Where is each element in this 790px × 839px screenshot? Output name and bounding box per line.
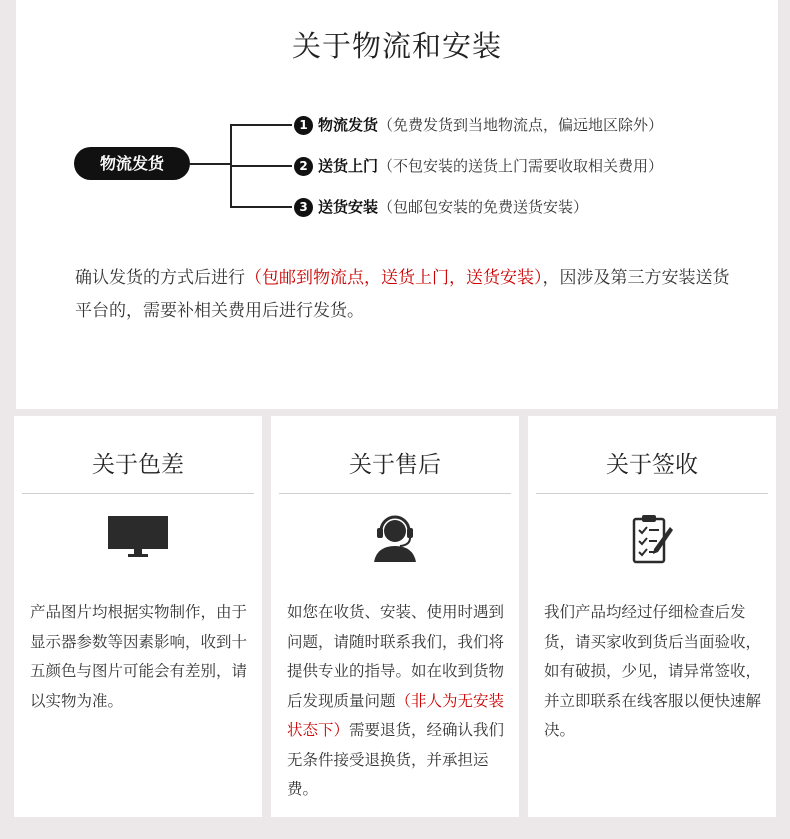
shipping-note	[75, 262, 745, 328]
card-text-part: 如您在收货、安装、使用时遇到问题，请随时联系我们，我们将提供专业的指导。如在收到货物后发现质量问题	[287, 603, 505, 710]
note-text: 确认发货的方式后进行	[75, 268, 245, 288]
card-text-highlight: （非人为无安装状态下）	[287, 691, 505, 739]
card-text: 产品图片均根据实物制作，由于显示器参数等因素影响，收到十五颜色与图片可能会有差别，请以实物为准。	[30, 603, 248, 710]
number-badge: 2	[294, 157, 313, 176]
logistics-section	[16, 0, 778, 409]
option-detail: （包邮包安装的免费送货安装）	[378, 198, 589, 216]
connector-stem	[190, 163, 232, 165]
option-title: 送货上门	[318, 157, 379, 175]
option-2	[294, 155, 663, 177]
option-detail: （免费发货到当地物流点，偏远地区除外）	[378, 116, 664, 134]
clipboard-checklist-icon	[528, 514, 776, 570]
note-highlight: （包邮到物流点，送货上门，送货安装）	[245, 268, 543, 288]
card-title: 关于售后	[349, 452, 441, 478]
divider	[279, 493, 511, 494]
card-text: 我们产品均经过仔细检查后发货，请买家收到货后当面验收，如有破损，少见，请异常签收，并立即联系在线客服以便快速解决。	[544, 603, 762, 739]
option-detail: （不包安装的送货上门需要收取相关费用）	[378, 157, 664, 175]
after-sales-card	[271, 416, 519, 817]
signing-card	[528, 416, 776, 817]
option-title: 物流发货	[318, 116, 379, 134]
divider	[536, 493, 768, 494]
divider	[22, 493, 254, 494]
connector-branch-3	[230, 206, 292, 208]
connector-branch-1	[230, 124, 292, 126]
section-title: 关于物流和安装	[291, 29, 502, 63]
card-title: 关于色差	[92, 452, 184, 478]
card-text-part: 需要退货，经确认我们无条件接受退换货，并承担运费。	[287, 721, 505, 798]
note-text: ，因涉及第三方安装送货平台的，需要补相关费用后进行发货。	[75, 268, 730, 321]
connector-branch-2	[230, 165, 292, 167]
option-3	[294, 196, 588, 218]
color-difference-card	[14, 416, 262, 817]
monitor-icon	[14, 514, 262, 570]
customer-service-icon	[271, 514, 519, 570]
card-text	[287, 598, 509, 805]
option-1	[294, 114, 663, 136]
card-title: 关于签收	[606, 452, 698, 478]
number-badge: 3	[294, 198, 313, 217]
number-badge: 1	[294, 116, 313, 135]
option-title: 送货安装	[318, 198, 379, 216]
logistics-badge: 物流发货	[74, 147, 190, 180]
